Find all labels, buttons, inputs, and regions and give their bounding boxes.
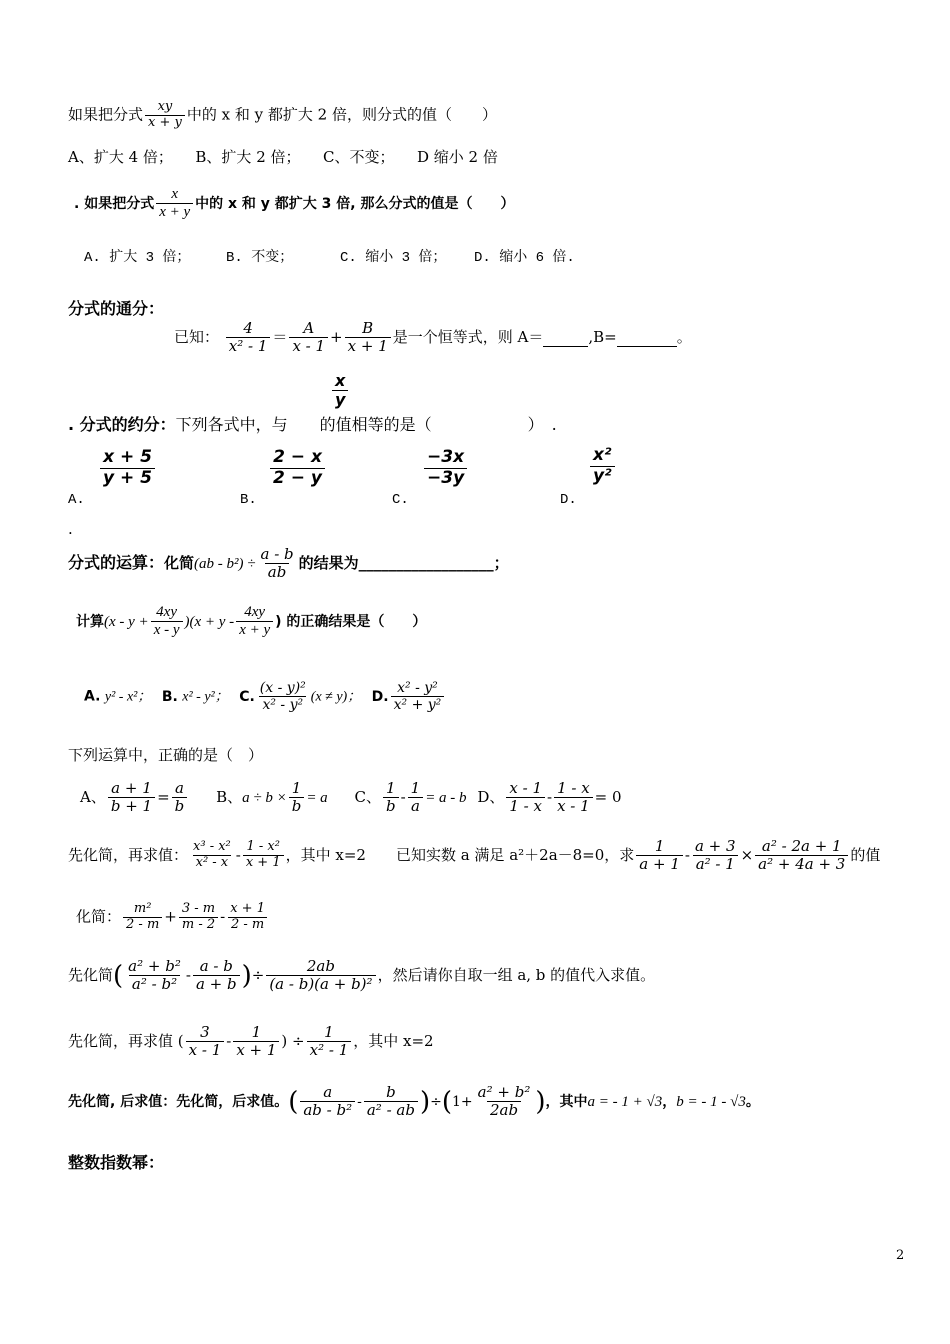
q2-option-d: D. 缩小 6 倍.	[474, 250, 575, 266]
q4-option-c: C.	[392, 492, 409, 508]
question-5: 分式的运算：化简(ab - b²) ÷ $\frac{a - b}{ab}$ 的结果为__________________；	[68, 545, 509, 582]
question-6: 计算(x - y + $\frac{4xy}{x - y}$ )(x + y - $\frac{4xy}{x + y}$ ) 的正确结果是（ ）	[76, 604, 427, 639]
q3-frac-3: $\frac{B}{x + 1}$	[345, 320, 391, 356]
q1-suffix: 中的 x 和 y 都扩大 2 倍，则分式的值（ ）	[186, 105, 497, 124]
q4-option-b: B.	[240, 492, 257, 508]
question-10: 先化简( $\frac{\text{a² + b²}}{\text{a² - b²}}$ - $\frac{a - b}{a + b}$ )÷ $\frac{2ab}{\text{(a - b)(a + b)²}}$ ，然后请你自取一组 a, b 的值代入求值。	[68, 957, 656, 994]
heading-zhengshu: 整数指数幂：	[68, 1153, 165, 1172]
question-3: 已知： $\frac{4}{\text{x² - 1}}$ ＝ $\frac{A}{x - 1}$ + $\frac{B}{x + 1}$ 是一个恒等式，则 A＝ ,B= 。	[174, 319, 692, 356]
question-1	[68, 100, 497, 131]
q3-frac-1: $\frac{4}{\text{x² - 1}}$	[226, 320, 271, 356]
q4-option-a: A.	[68, 492, 85, 508]
q2-fraction: $\frac{x}{x + y}$	[156, 186, 193, 222]
question-7: 下列运算中，正确的是（ ）	[68, 746, 264, 764]
q4-fraction: $\frac{x}{y}$	[330, 372, 350, 410]
q2-option-a: A. 扩大 3 倍；	[84, 250, 191, 266]
question-9: 化简： $\frac{\text{m²}}{2 - m}$ + $\frac{3 - m}{m - 2}$ - $\frac{x + 1}{2 - m}$	[76, 902, 270, 933]
q4-option-d-frac: $\frac{\text{x²}}{\text{y²}}$	[588, 446, 617, 486]
q3-frac-2: $\frac{A}{x - 1}$	[289, 320, 328, 356]
question-12: 先化简, 后求值：先化简，后求值。( $\frac{a}{\text{ab - b²}}$ - $\frac{b}{\text{a² - ab}}$ )÷(1+ $\frac{\text{a² + b²}}{2ab}$ )，其中a = - 1 + √3，b = - 1 - √3。	[68, 1083, 760, 1120]
q2-option-c: C. 缩小 3 倍；	[340, 250, 447, 266]
question-8: 先化简，再求值： $\frac{\text{x³ - x²}}{\text{x² - x}}$ - $\frac{\text{1 - x²}}{x + 1}$ ，其中 x=2 已知实数 a 满足 a²＋2a－8=0，求 $\frac{1}{a + 1}$ - $\frac{a + 3}{\text{a² - 1}}$ × $\frac{\text{a² - 2a + 1}}{\text{a² + 4a + 3}}$ 的值	[68, 837, 881, 874]
question-4: . 分式的约分：下列各式中，与 的值相等的是（ ） .	[68, 415, 557, 434]
q6-options: A. y² - x²； B. x² - y²； C. $\frac{\text{(x - y)²}}{\text{x² - y²}}$ (x ≠ y)； D. $\frac{\text{x² - y²}}{\text{x² + y²}}$	[84, 680, 446, 713]
q4-option-b-frac: $\frac{2 - x}{2 - y}$	[268, 448, 327, 488]
q4-option-d: D.	[560, 492, 577, 508]
q5-answer-blank[interactable]: __________________；	[358, 553, 509, 572]
q3-blank-b[interactable]	[617, 328, 677, 347]
q2-option-b: B. 不变；	[226, 250, 294, 266]
q1-fraction: $\frac{xy}{x + y}$	[145, 100, 185, 131]
q3-blank-a[interactable]	[543, 328, 588, 347]
q1-options: A、扩大 4 倍； B、扩大 2 倍； C、不变； D 缩小 2 倍	[68, 148, 498, 166]
q4-option-a-frac: $\frac{x + 5}{y + 5}$	[98, 448, 157, 488]
q1-prefix: 如果把分式	[68, 105, 144, 124]
question-2: . 如果把分式 $\frac{x}{x + y}$ 中的 x 和 y 都扩大 3 倍, 那么分式的值是（ ）	[74, 186, 515, 221]
page-number: 2	[896, 1248, 905, 1263]
stray-dot: .	[68, 520, 73, 538]
q7-options: A、 $\frac{a + 1}{b + 1}$ = $\frac{a}{b}$ B、a ÷ b × $\frac{1}{b}$ = a C、 $\frac{1}{b}$ - $\frac{1}{a}$ = a - b D、 $\frac{x - 1}{1 - x}$ - $\frac{1 - x}{x - 1}$ = 0	[80, 779, 622, 816]
heading-tongfen: 分式的通分：	[68, 299, 165, 318]
question-11: 先化简，再求值 ( $\frac{3}{x - 1}$ - $\frac{1}{x + 1}$ ) ÷ $\frac{1}{\text{x² - 1}}$ ，其中 x=2	[68, 1023, 434, 1060]
q4-option-c-frac: $\frac{-3x}{-3y}$	[422, 448, 469, 488]
